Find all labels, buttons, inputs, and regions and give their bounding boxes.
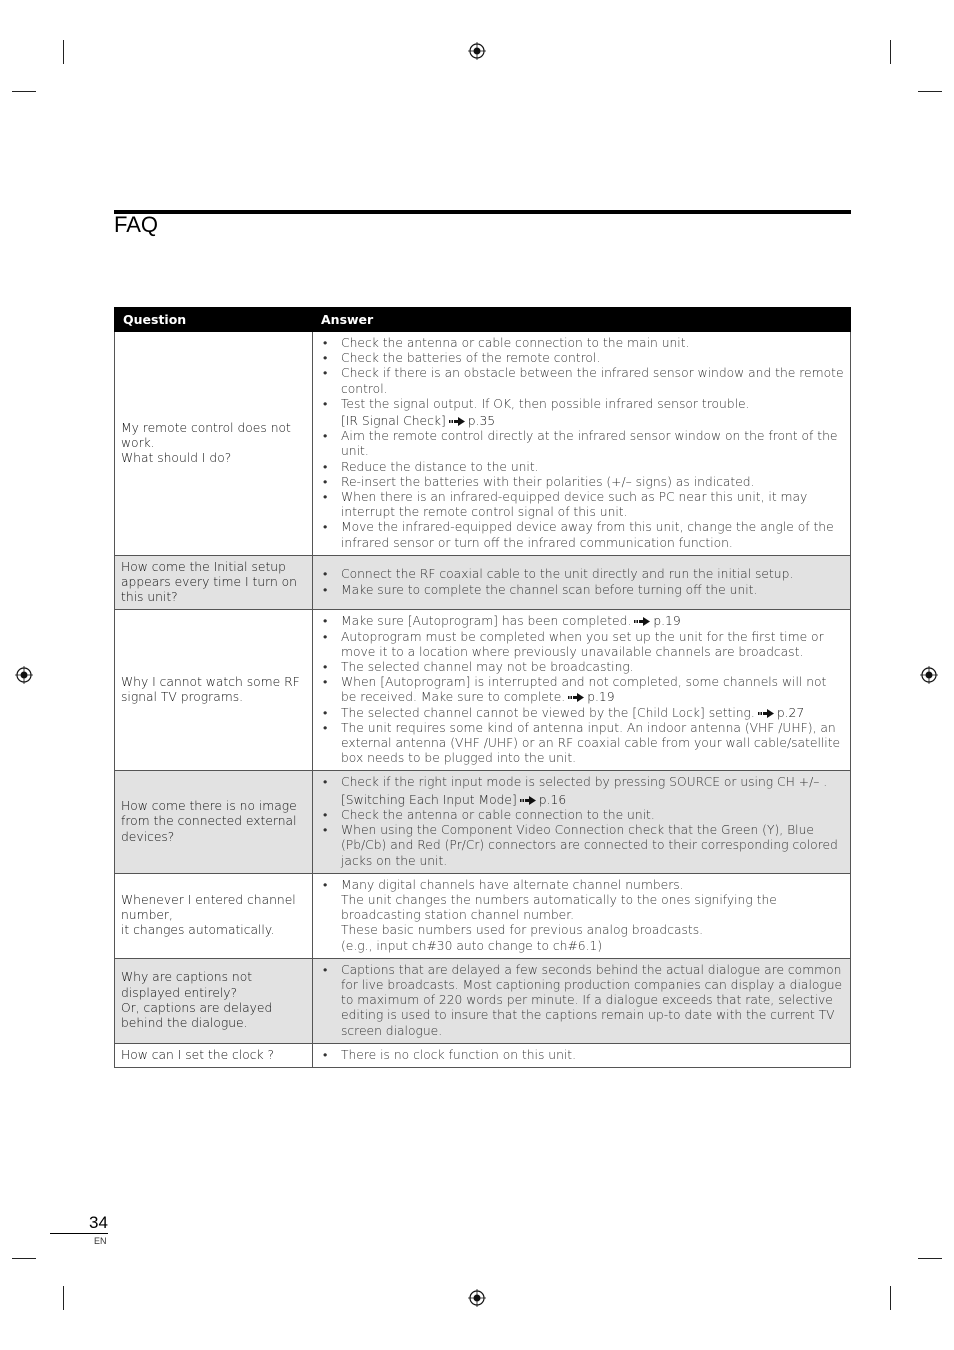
answer-cell — [313, 332, 851, 556]
answer-extra-text: These basic numbers used for previous analog broadcasts. — [341, 923, 704, 938]
question-text: How come the Initial setup appears every time I turn on this unit? — [121, 559, 297, 605]
answer-text: The unit requires some kind of antenna input. An indoor antenna (VHF /UHF), an external antenna (VHF /UHF) or an RF coaxial cable from your wall cable/satellite box needs to be plugged into the unit. — [341, 720, 841, 766]
table-row — [115, 332, 851, 556]
table-header-row — [115, 308, 851, 332]
list-item — [319, 351, 844, 366]
list-item — [319, 429, 844, 459]
answer-cell — [313, 873, 851, 958]
answer-text: Reduce the distance to the unit. — [341, 459, 539, 474]
crop-mark — [890, 1286, 891, 1310]
registration-mark-icon — [468, 42, 486, 60]
answer-extra-text: (e.g., input ch#30 auto change to ch#6.1) — [341, 938, 603, 953]
answer-text: Re-insert the batteries with their polarities (+/– signs) as indicated. — [341, 474, 755, 489]
reference-arrow-icon — [449, 417, 465, 426]
answer-text: When there is an infrared-equipped device such as PC near this unit, it may interrupt the remote control signal of this unit. — [341, 490, 808, 520]
table-row — [115, 555, 851, 610]
answer-text: Autoprogram must be completed when you set up the unit for the first time or move it to a location where previously unavailable channels are broadcast. — [341, 629, 824, 659]
page-reference[interactable]: p.27 — [776, 705, 805, 720]
list-item — [319, 475, 844, 490]
answer-text: Connect the RF coaxial cable to the unit directly and run the initial setup. — [341, 567, 794, 582]
question-text: it changes automatically. — [121, 923, 275, 938]
question-cell — [115, 555, 313, 610]
page-number: 34 — [89, 1213, 108, 1232]
question-text: Or, captions are delayed behind the dialogue. — [121, 1000, 273, 1030]
table-row — [115, 771, 851, 873]
answer-text: When [Autoprogram] is interrupted and not completed, some channels will not be received. Make sure to complete. — [341, 675, 827, 705]
list-item — [319, 823, 844, 869]
list-item — [319, 567, 844, 582]
crop-mark — [63, 1286, 64, 1310]
crop-mark — [63, 40, 64, 64]
answer-list — [319, 567, 844, 597]
faq-table — [114, 307, 851, 1068]
list-item — [319, 660, 844, 675]
answer-list — [319, 1048, 844, 1063]
list-item — [319, 490, 844, 520]
answer-list — [319, 614, 844, 766]
list-item — [319, 1048, 844, 1063]
answer-list — [319, 775, 844, 868]
faq-body — [115, 332, 851, 1068]
reference-arrow-icon — [520, 796, 536, 805]
answer-cell — [313, 555, 851, 610]
answer-text: Many digital channels have alternate channel numbers. — [341, 877, 684, 892]
question-text: Whenever I entered channel number, — [121, 892, 296, 923]
list-item — [319, 775, 844, 807]
question-cell — [115, 958, 313, 1043]
answer-list — [319, 336, 844, 551]
answer-text: Test the signal output. If OK, then possible infrared sensor trouble. — [341, 396, 750, 411]
crop-mark — [890, 40, 891, 64]
question-header: Question — [115, 308, 313, 332]
crop-mark — [12, 91, 36, 92]
list-item — [319, 675, 844, 705]
registration-mark-icon — [920, 666, 938, 684]
list-item — [319, 397, 844, 429]
reference-line — [341, 793, 844, 808]
table-row — [115, 873, 851, 958]
list-item — [319, 706, 844, 721]
list-item — [319, 963, 844, 1039]
page-title: FAQ — [114, 212, 159, 237]
answer-list — [319, 878, 844, 954]
question-text: How can I set the clock ? — [121, 1047, 275, 1062]
question-text: My remote control does not work. — [121, 420, 291, 450]
answer-text: Check if there is an obstacle between the infrared sensor window and the remote control. — [341, 366, 844, 396]
answer-extra-text: The unit changes the numbers automatically to the ones signifying the broadcasting station channel number. — [341, 892, 777, 923]
page-reference[interactable]: p.16 — [538, 792, 567, 807]
page-number-rule — [50, 1233, 108, 1234]
answer-text: Check the antenna or cable connection to the unit. — [341, 807, 655, 822]
question-cell — [115, 1043, 313, 1067]
list-item — [319, 460, 844, 475]
list-item — [319, 336, 844, 351]
answer-text: Aim the remote control directly at the infrared sensor window on the front of the unit. — [341, 429, 838, 459]
list-item — [319, 614, 844, 629]
question-cell — [115, 610, 313, 771]
answer-text: Captions that are delayed a few seconds behind the actual dialogue are common for live broadcasts. Most captioning production companies can display a dialogue to maximum of 220 words per minute. If a dialogue exceeds that rate, selective editing is used to insure that the captions remain up-to date with the current TV screen dialogue. — [341, 962, 843, 1038]
answer-cell — [313, 771, 851, 873]
answer-text: The selected channel cannot be viewed by the [Child Lock] setting. — [341, 705, 755, 720]
crop-mark — [918, 91, 942, 92]
answer-text: Check the batteries of the remote control. — [341, 351, 601, 366]
answer-text: Make sure [Autoprogram] has been completed. — [341, 614, 632, 629]
reference-label: [Switching Each Input Mode] — [341, 792, 517, 807]
answer-text: The selected channel may not be broadcasting. — [341, 660, 634, 675]
question-cell — [115, 873, 313, 958]
reference-arrow-icon — [568, 693, 584, 702]
page-reference[interactable]: p.19 — [653, 614, 681, 629]
list-item — [319, 878, 844, 954]
answer-cell — [313, 958, 851, 1043]
table-row — [115, 1043, 851, 1067]
question-text: Why are captions not displayed entirely? — [121, 970, 253, 1000]
reference-label: [IR Signal Check] — [341, 414, 446, 429]
reference-arrow-icon — [634, 617, 650, 626]
reference-arrow-icon — [758, 709, 774, 718]
list-item — [319, 520, 844, 550]
crop-mark — [918, 1258, 942, 1259]
question-cell — [115, 332, 313, 556]
list-item — [319, 630, 844, 660]
reference-line — [341, 414, 844, 429]
question-cell — [115, 771, 313, 873]
question-text: What should I do? — [121, 451, 232, 466]
answer-text: Check if the right input mode is selected by pressing SOURCE or using CH +/– . — [341, 775, 828, 790]
crop-mark — [12, 1258, 36, 1259]
language-code: EN — [94, 1236, 107, 1246]
answer-text: Move the infrared-equipped device away from this unit, change the angle of the infrared sensor or turn off the infrared communication function. — [341, 520, 834, 550]
question-text: Why I cannot watch some RF signal TV programs. — [121, 675, 300, 705]
list-item — [319, 721, 844, 767]
answer-text: There is no clock function on this unit. — [341, 1047, 577, 1062]
list-item — [319, 808, 844, 823]
answer-list — [319, 963, 844, 1039]
registration-mark-icon — [468, 1289, 486, 1307]
answer-header: Answer — [313, 308, 851, 332]
table-row — [115, 610, 851, 771]
page-reference[interactable]: p.35 — [467, 414, 496, 429]
registration-mark-icon — [15, 666, 33, 684]
page-reference[interactable]: p.19 — [587, 690, 615, 705]
list-item — [319, 583, 844, 598]
table-row — [115, 958, 851, 1043]
answer-cell — [313, 1043, 851, 1067]
answer-cell — [313, 610, 851, 771]
list-item — [319, 366, 844, 396]
answer-text: When using the Component Video Connection check that the Green (Y), Blue (Pb/Cb) and Red (Pr/Cr) connectors are connected to their corresponding colored jacks on the unit. — [341, 823, 838, 868]
title-rule — [114, 210, 851, 214]
answer-text: Check the antenna or cable connection to the main unit. — [341, 336, 690, 350]
answer-text: Make sure to complete the channel scan before turning off the unit. — [341, 582, 758, 597]
question-text: How come there is no image from the connected external devices? — [121, 799, 297, 844]
